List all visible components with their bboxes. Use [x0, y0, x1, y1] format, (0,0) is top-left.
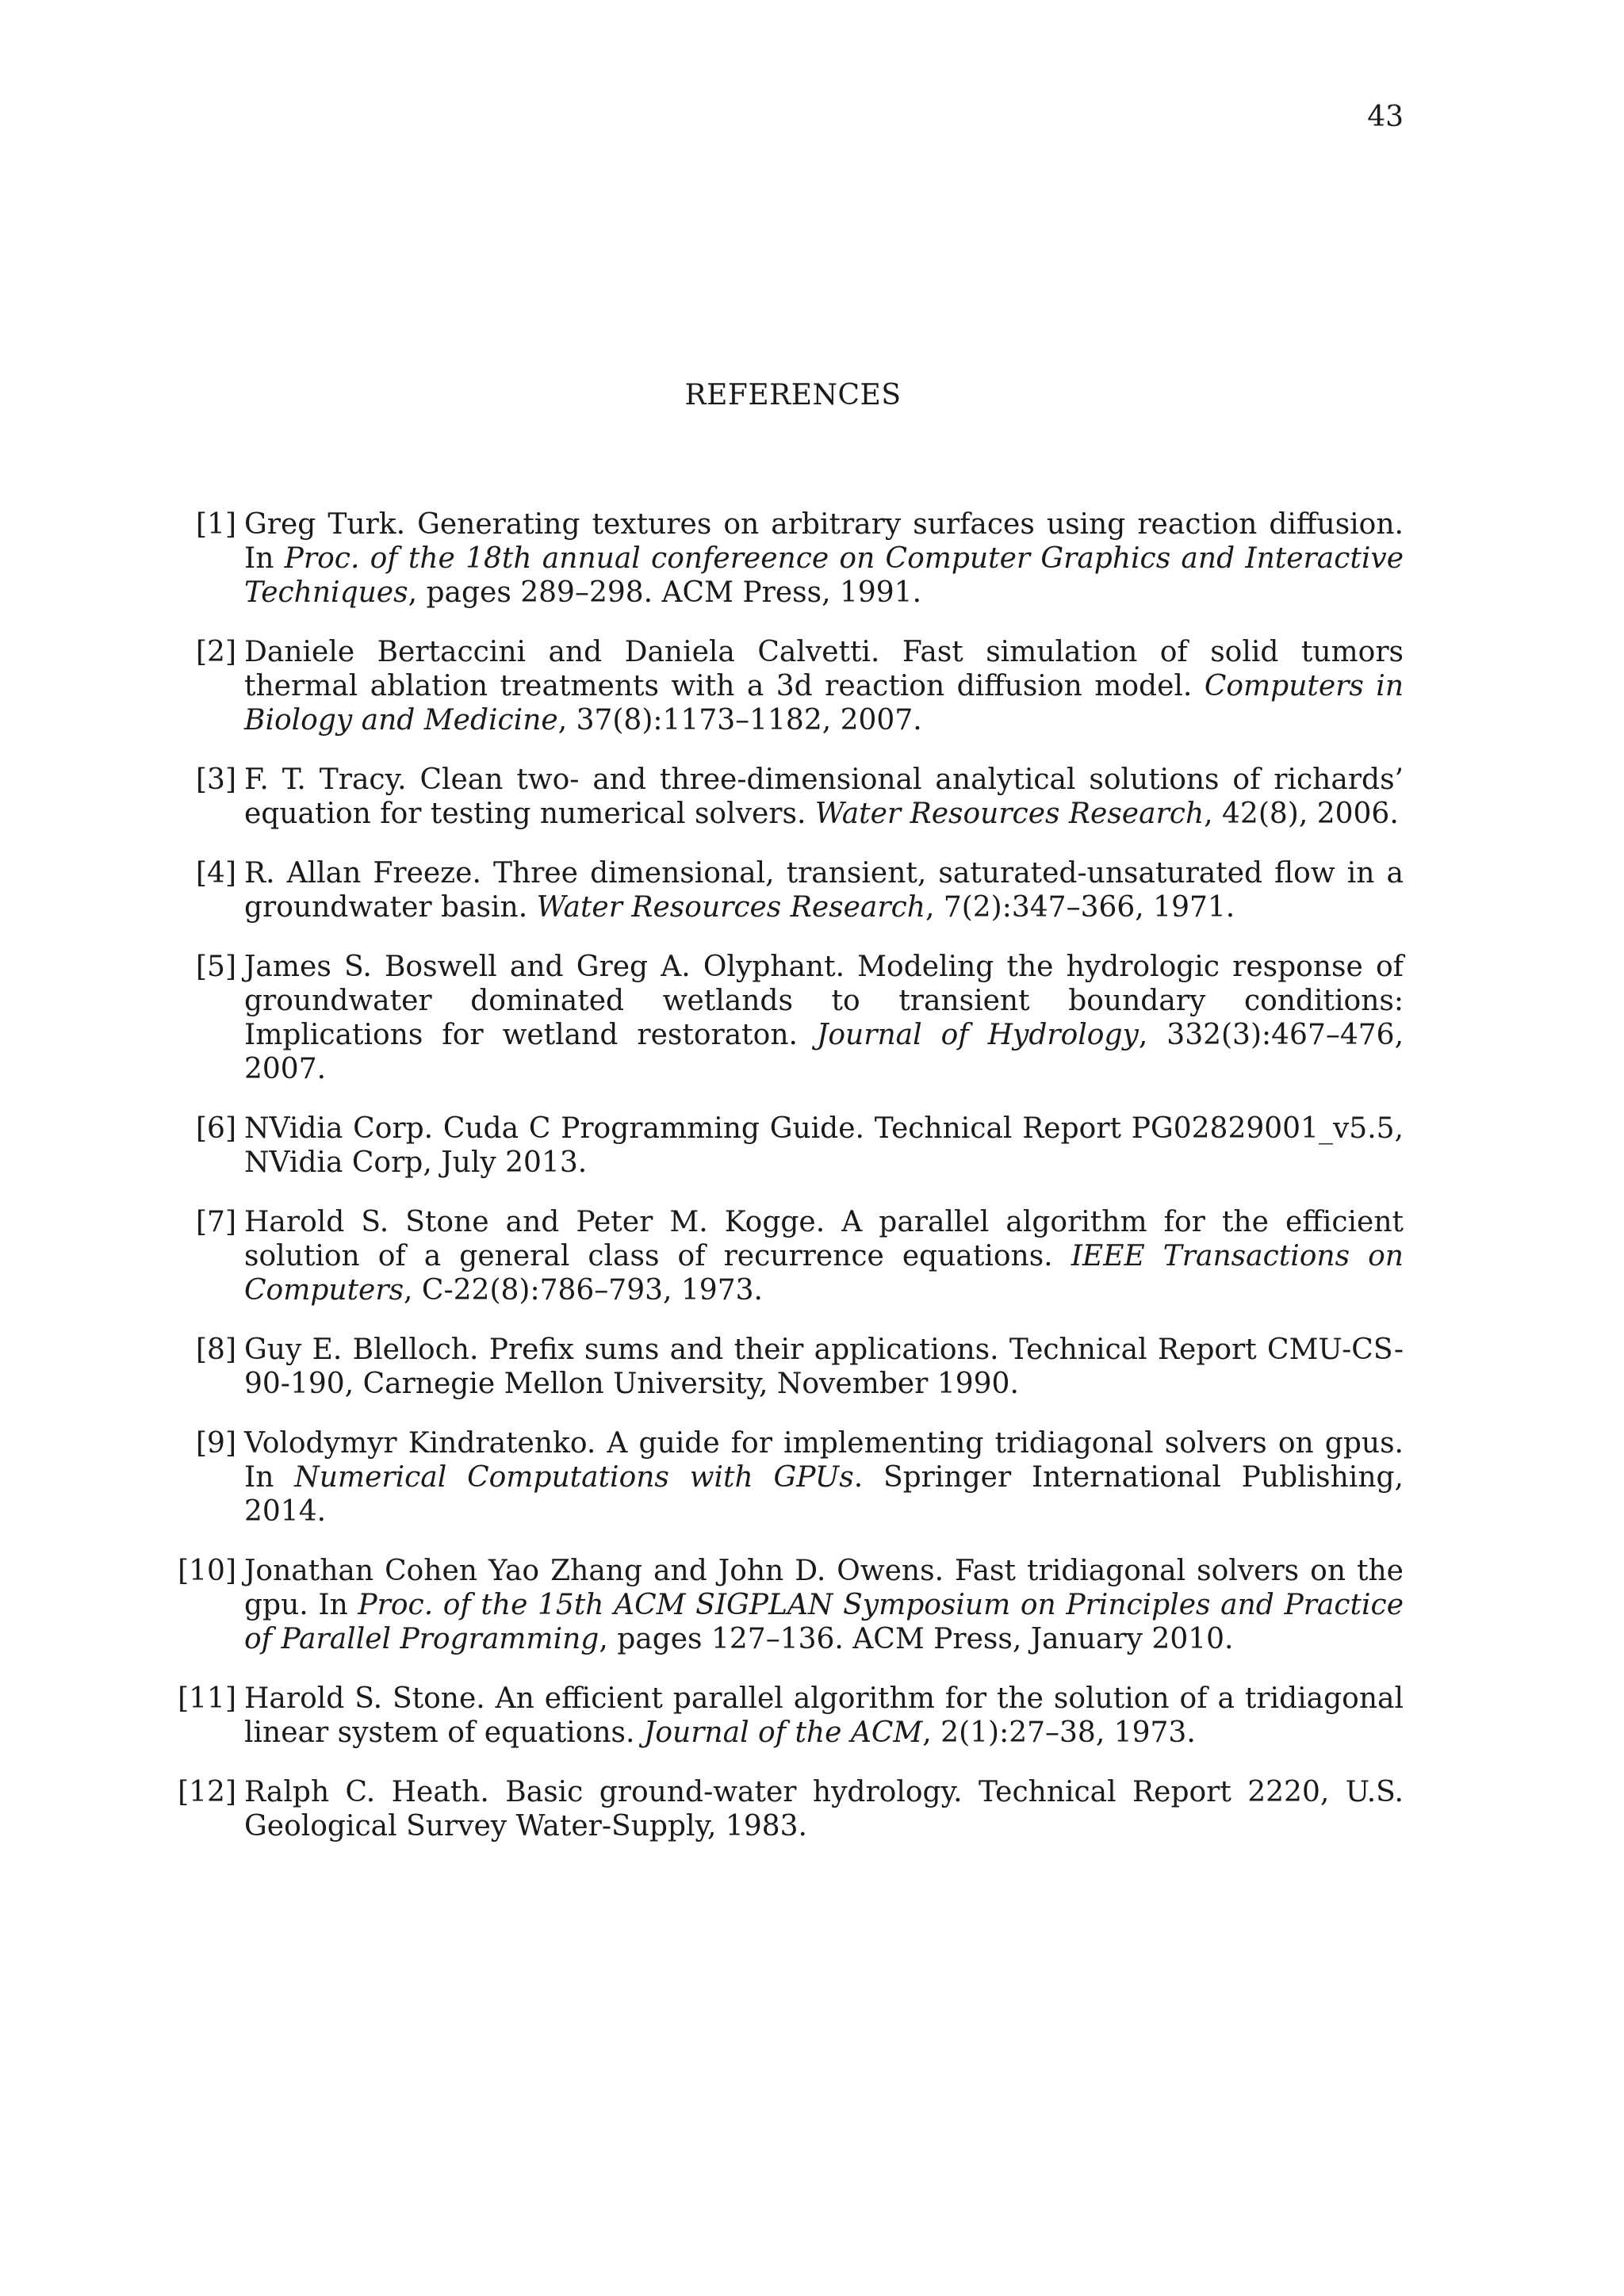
reference-text-segment: NVidia Corp. Cuda C Programming Guide. Technical Report PG02829001_v5.5, NVidia Corp, July 2013.	[244, 1112, 1404, 1179]
reference-venue: Journal of the ACM	[643, 1716, 923, 1749]
reference-item	[176, 1682, 1404, 1750]
reference-text	[244, 507, 1404, 610]
reference-venue: Water Resources Research	[814, 798, 1205, 830]
reference-text-segment: F. T. Tracy. Clean two- and three-dimensional analytical solutions of richards’ equation for testing numerical solvers.	[244, 763, 1404, 830]
reference-label: [11]	[178, 1682, 236, 1715]
reference-text	[244, 1205, 1404, 1307]
reference-venue: Numerical Computations with GPUs	[294, 1461, 854, 1494]
reference-text-segment: James S. Boswell and Greg A. Olyphant. Modeling the hydrologic response of groundwater dominated wetlands to transient boundary conditions: Implications for wetland restoraton.	[244, 951, 1404, 1051]
reference-text	[244, 1682, 1404, 1750]
reference-text-segment: , 2(1):27–38, 1973.	[922, 1716, 1196, 1749]
reference-list	[176, 507, 1404, 1869]
reference-item	[176, 1205, 1404, 1307]
reference-label: [6]	[196, 1112, 236, 1145]
reference-text	[244, 950, 1404, 1086]
reference-text-segment: Jonathan Cohen Yao Zhang and John D. Owens. Fast tridiagonal solvers on the gpu. In	[244, 1555, 1404, 1621]
reference-item	[176, 856, 1404, 924]
reference-label: [1]	[196, 508, 236, 541]
reference-text	[244, 856, 1404, 924]
reference-item	[176, 1554, 1404, 1656]
reference-text-segment: Guy E. Blelloch. Prefix sums and their applications. Technical Report CMU-CS-90-190, Carnegie Mellon University, November 1990.	[244, 1334, 1404, 1400]
reference-venue: IEEE Transactions on Computers	[244, 1240, 1404, 1307]
reference-text-segment: , pages 289–298. ACM Press, 1991.	[408, 576, 922, 609]
reference-label: [12]	[178, 1776, 236, 1808]
reference-text-segment: , 332(3):467–476, 2007.	[244, 1019, 1404, 1085]
reference-text-segment: . Springer International Publishing, 2014.	[244, 1461, 1404, 1528]
page-title: REFERENCES	[684, 379, 902, 411]
reference-item	[176, 635, 1404, 737]
reference-item	[176, 1112, 1404, 1180]
reference-label: [8]	[196, 1334, 236, 1366]
reference-item	[176, 763, 1404, 831]
reference-item	[176, 1426, 1404, 1529]
reference-text-segment: , pages 127–136. ACM Press, January 2010.	[599, 1623, 1234, 1655]
reference-text-segment: , 42(8), 2006.	[1204, 798, 1399, 830]
reference-label: [10]	[178, 1555, 236, 1587]
reference-text	[244, 635, 1404, 737]
reference-venue: Proc. of the 18th annual confereence on Computer Graphics and Interactive Techniques	[244, 542, 1404, 609]
reference-text-segment: Volodymyr Kindratenko. A guide for implementing tridiagonal solvers on gpus. In	[244, 1427, 1404, 1494]
reference-text	[244, 1112, 1404, 1180]
reference-text	[244, 1426, 1404, 1529]
reference-venue: Computers in Biology and Medicine	[244, 670, 1404, 737]
reference-text-segment: Daniele Bertaccini and Daniela Calvetti. Fast simulation of solid tumors thermal ablation treatments with a 3d reaction diffusion model.	[244, 636, 1404, 702]
reference-text-segment: R. Allan Freeze. Three dimensional, transient, saturated-unsaturated flow in a groundwater basin.	[244, 857, 1404, 924]
reference-text	[244, 763, 1404, 831]
reference-label: [4]	[196, 857, 236, 890]
reference-text	[244, 1333, 1404, 1401]
reference-text	[244, 1775, 1404, 1843]
reference-venue: Proc. of the 15th ACM SIGPLAN Symposium on Principles and Practice of Parallel Programming	[244, 1589, 1404, 1655]
reference-item	[176, 1333, 1404, 1401]
reference-item	[176, 1775, 1404, 1843]
reference-label: [7]	[196, 1206, 236, 1238]
reference-text-segment: Greg Turk. Generating textures on arbitrary surfaces using reaction diffusion. In	[244, 508, 1404, 575]
reference-text-segment: Harold S. Stone and Peter M. Kogge. A parallel algorithm for the efficient solution of a general class of recurrence equations.	[244, 1206, 1404, 1272]
reference-venue: Water Resources Research	[536, 891, 925, 924]
reference-text-segment: , 7(2):347–366, 1971.	[925, 891, 1235, 924]
reference-item	[176, 507, 1404, 610]
reference-item	[176, 950, 1404, 1086]
reference-label: [3]	[196, 763, 236, 796]
reference-text-segment: , C-22(8):786–793, 1973.	[404, 1274, 763, 1307]
reference-text-segment: Ralph C. Heath. Basic ground-water hydrology. Technical Report 2220, U.S. Geological Survey Water-Supply, 1983.	[244, 1776, 1404, 1843]
reference-text	[244, 1554, 1404, 1656]
page-number: 43	[1367, 101, 1404, 133]
reference-text-segment: Harold S. Stone. An efficient parallel algorithm for the solution of a tridiagonal linear system of equations.	[244, 1682, 1404, 1749]
reference-label: [2]	[196, 636, 236, 668]
reference-text-segment: , 37(8):1173–1182, 2007.	[557, 704, 922, 737]
reference-label: [9]	[196, 1427, 236, 1460]
reference-venue: Journal of Hydrology	[816, 1019, 1139, 1051]
reference-label: [5]	[196, 951, 236, 983]
